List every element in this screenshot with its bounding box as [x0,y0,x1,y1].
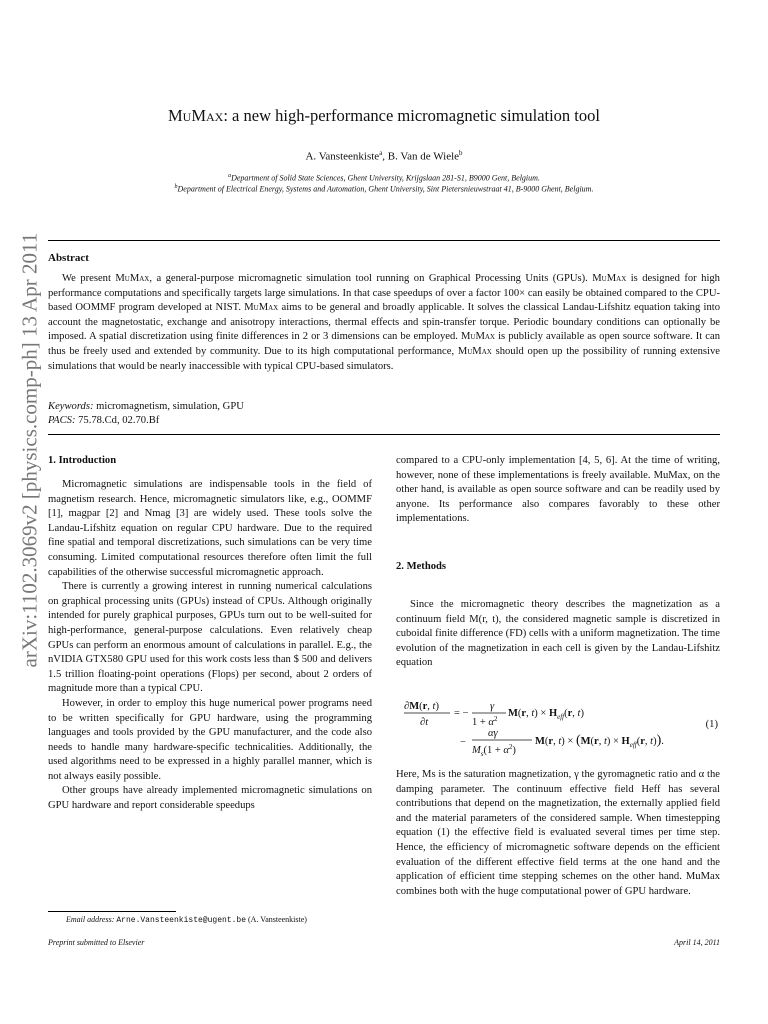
abstract-segment: is publicly available as open source software. It can thus be freely used and extended by community. Due to its high computational performance, [48,331,720,357]
abstract-text [48,272,720,374]
title-name: MuMax [168,106,224,125]
abstract-name: MuMax [115,273,150,284]
affil-b-text: Department of Electrical Energy, Systems and Automation, Ghent University, Sint Pietersnieuwstraat 41, B-9000 Ghent, Belgium. [177,184,594,194]
footnote-rule [48,911,176,912]
section-introduction: 1. Introduction [48,455,117,466]
affil-b-sup: b [174,184,178,190]
abstract-name: MuMax [592,273,627,284]
intro-continued-paragraph [396,454,720,527]
after-equation-paragraph [396,768,720,899]
equation-1 [400,697,720,757]
author-1: A. Vansteenkiste [305,150,380,163]
pacs-value: 75.78.Cd, 02.70.Bf [75,415,160,426]
abstract-name: MuMax [244,302,279,314]
abstract-segment: , a general-purpose micromagnetic simulation tool running on Graphical Processing Units (GPUs). [149,273,593,284]
eq-den-1: $1 + \alpha^2$ [472,715,498,728]
intro-p2-text: There is currently a growing interest in running numerical calculations on graphical processing units (GPUs) instead of CPUs. Although originally intended for purely graphical purposes, GPUs turn out to be well-suited for high-performance, general-purpose calculations. Even relatively cheap GPUs can perform an enormous amount of calculations in parallel. E.g., the nVIDIA GTX580 GPU used for this work costs less than $ 500 and delivers 1.5 trillion floating-point operations (Flops) per second, about 2 orders of magnitude more than a typical CPU. [48,581,372,695]
keywords-value: micromagnetism, simulation, GPU [93,401,244,412]
methods-paragraph [396,598,720,671]
methods-text [396,598,720,671]
eq-den-2: $M_s(1 + \alpha^2)$ [472,743,516,757]
keywords [48,400,244,414]
intro-paragraph-4 [48,784,372,813]
affiliation-a [0,173,768,183]
pacs [48,414,159,428]
abstract-segment: aims to be general and broadly applicable. It solves the classical Landau-Lifshitz equation taking into account the magnetostatic, exchange and anisotropy interactions, thermal effects and spin-transfer torque. Periodic boundary conditions can optionally be imposed. A spatial discretization using finite differences in 2 or 3 dimensions can be employed. [48,302,720,343]
abstract-paragraph [48,272,720,374]
author-2-sup: b [459,149,463,157]
methods-p-text: Since the micromagnetic theory describes the magnetization as a continuum field M(r, t), the considered magnetic sample is discretized in cuboidal finite difference (FD) cells with a uniform magnetization. The time evolution of the magnetization in each cell is given by the Landau-Lifshitz equation [396,599,720,669]
title-rest: : a new high-performance micromagnetic simulation tool [223,106,600,125]
eq-lhs-den: ∂t [420,717,429,728]
eq-alpha-gamma: αγ [488,728,498,739]
preprint-note: Preprint submitted to Elsevier [48,938,145,947]
email-label: Email address: [66,915,115,924]
author-2: , B. Van de Wiele [382,150,460,163]
arxiv-identifier: arXiv:1102.3069v2 [physics.comp-ph] 13 Apr 2011 [17,232,42,668]
eq-minus: − [460,737,466,748]
mid-rule [48,434,720,435]
equation-number: (1) [705,719,718,730]
equation-graphic [400,697,720,757]
after-equation-text [396,768,720,899]
abstract-heading: Abstract [48,252,89,264]
affil-a-text: Department of Solid State Sciences, Ghent University, Krijgslaan 281-S1, B9000 Gent, Belgium. [231,173,540,183]
pacs-label: PACS: [48,415,76,426]
intro-p3-text: However, in order to employ this huge numerical power programs need to be written specifically for GPU hardware, using the programming languages and tools provided by the GPU manufacturer, and the code also needs to handle many hardware-specific technicalities. Additionally, the used algorithms need to be expressed in a highly parallel manner, which is not always easily possible. [48,697,372,782]
abstract-segment: should open up the possibility of running extensive simulations that would be nearly inaccessible with typical CPU-based simulators. [48,345,720,372]
eq-term-1: M(r, $t) \times H_{eff}(r$, t) [508,708,584,721]
affiliation-b [0,184,768,194]
author-1-sup: a [379,149,383,157]
eq-gamma: γ [490,701,495,712]
intro-continued [396,454,720,527]
intro-p4-text: Other groups have already implemented micromagnetic simulations on GPU hardware and report considerable speedups [48,785,372,812]
abstract-name: MuMax [460,331,495,343]
intro-text [48,478,372,814]
intro-paragraph-1 [48,478,372,580]
abstract-name: MuMax [457,345,492,357]
paper-title [0,106,768,126]
section-methods: 2. Methods [396,561,447,572]
email-footnote [66,915,307,925]
email-person: (A. Vansteenkiste) [246,915,307,924]
intro-paragraph-3 [48,697,372,785]
eq-lhs-num: ∂M(r, t) [404,701,439,712]
keywords-label: Keywords: [48,401,94,412]
authors [0,149,768,163]
affil-a-sup: a [228,173,232,179]
intro-paragraph-2 [48,580,372,697]
email-link[interactable]: Arne.Vansteenkiste@ugent.be [116,916,246,925]
date: April 14, 2011 [674,938,720,947]
intro-p1-text: Micromagnetic simulations are indispensable tools in the field of magnetism research. Hence, micromagnetic simulators like, e.g., OOMMF [1], magpar [2] and Nmag [3] are widely used. These tools solve the Landau-Lifshitz equation on regular CPU hardware. Due to the required fine spatial and temporal discretizations, such simulations can be very time consuming. Limited computational resources therefore often limit the full capabilities of the otherwise successful micromagnetic approach. [48,479,372,578]
eq-equals: = − [454,708,469,719]
after-eq-text: Here, Ms is the saturation magnetization, γ the gyromagnetic ratio and α the damping parameter. The continuum effective field Heff has several contributions that depend on the magnetization, the externally applied field and the material parameters of the considered sample. When timestepping equation (1) the effective field is evaluated several times per time step. Hence, the efficiency of micromagnetic software depends on the efficient evaluation of the different effective field terms at the one hand and the application of efficient time stepping schemes on the other hand. MuMax combines both with the huge computational power of GPU hardware. [396,769,720,897]
intro-continued-text: compared to a CPU-only implementation [4, 5, 6]. At the time of writing, however, none of these implementations is freely available. MuMax, on the other hand, is available as open source software and can be readily used by anyone. Its performance also compares favorably to these other implementations. [396,455,720,525]
abstract-segment: is designed for high performance computations and specifically targets large simulations. In that case speedups of over a factor 100× can easily be obtained compared to the CPU-based OOMMF program developed at NIST. [48,273,720,314]
abstract-segment: We present [62,273,116,284]
eq-term-2: M(r, t) × (M(r, $t) \times H_{eff}(r$, t)). [535,733,664,749]
top-rule [48,240,720,241]
